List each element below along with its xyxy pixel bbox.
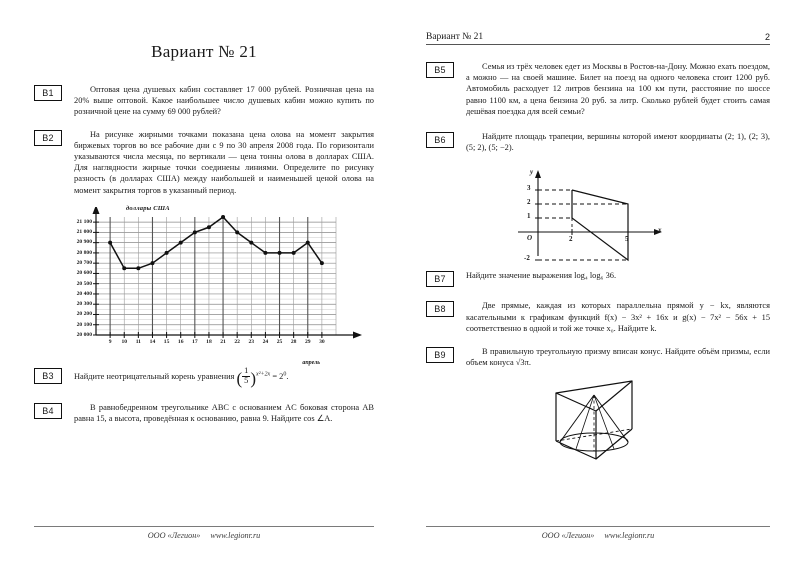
page-title: Вариант № 21: [151, 42, 257, 61]
chart-xtick-16: 16: [177, 338, 184, 345]
problem-b6: [426, 131, 770, 153]
tin-price-chart: [34, 204, 374, 366]
chart-xtick-15: 15: [163, 338, 170, 345]
problem-b4: [34, 402, 374, 424]
trapezoid-canvas: [426, 164, 770, 266]
chart-ytick-20400: 20 400: [76, 290, 92, 297]
problem-b4-text: В равнобедренном треугольнике ABC с основанием AC боковая сторона AB равна 15, а высота, проведённая к основанию, равна 9. Найдите cos ∠A.: [74, 402, 374, 423]
chart-ytick-21100: 21 100: [76, 218, 92, 225]
problem-b7-text: [466, 270, 770, 281]
chart-xtick-23: 23: [248, 338, 255, 345]
trapezoid-ytick-1: 1: [527, 212, 531, 221]
trapezoid-xtick-2: 2: [569, 235, 573, 244]
chart-xtick-30: 30: [319, 338, 325, 345]
right-page: [400, 0, 800, 566]
footer-left: [34, 526, 374, 540]
right-paren: ): [250, 369, 257, 389]
period: .: [286, 371, 289, 381]
trapezoid-xtick-5: 5: [625, 235, 629, 244]
chart-y-axis-label: доллары США: [126, 204, 170, 212]
trapezoid-origin-label: O: [527, 234, 533, 243]
problem-b8-line-1: Две прямые, каждая из которых параллельна прямой y − kx,: [482, 301, 731, 311]
problem-tag-b5: B5: [426, 62, 454, 78]
exponent: x²+2x: [256, 371, 271, 378]
chart-ytick-20200: 20 200: [76, 311, 92, 318]
chart-xtick-25: 25: [276, 338, 283, 345]
problem-b6-text: Найдите площадь трапеции, вершины которой имеют координаты (2; 1), (2; 3), (5; 2), (5; −2).: [466, 132, 770, 153]
problem-b8-line-3: g(x) − 7x² − 56x + 15 соответственно в одной и той же точке x₀. Найдите: [466, 312, 771, 333]
chart-ytick-20300: 20 300: [76, 301, 92, 308]
prism-canvas: [426, 379, 770, 479]
problem-tag-b8: B8: [426, 301, 454, 317]
chart-xtick-14: 14: [149, 338, 156, 345]
problem-b3-text: [74, 365, 374, 389]
problem-b9: [426, 346, 770, 368]
trapezoid-ytick-2: 2: [527, 198, 531, 207]
footer-publisher: ООО «Легион»: [147, 531, 201, 540]
problem-b2: [34, 129, 374, 196]
chart-ytick-20700: 20 700: [76, 260, 92, 266]
chart-ytick-20100: 20 100: [76, 321, 92, 328]
fraction-denominator: 5: [244, 375, 249, 385]
chart-xtick-17: 17: [192, 338, 198, 345]
problem-tag-b1: B1: [34, 85, 62, 101]
problem-b8-line-2: являются касательными к графикам функций f(x) − 3x² + 16x и: [466, 301, 770, 322]
problem-tag-b6: B6: [426, 132, 454, 148]
problem-b8-text: [466, 300, 770, 334]
problem-b5: [426, 61, 770, 117]
chart-xtick-10: 10: [121, 338, 128, 345]
problem-tag-b4: B4: [34, 403, 62, 419]
problem-tag-b7: B7: [426, 271, 454, 287]
chart-ytick-21000: 21 000: [76, 229, 92, 236]
problem-b9-text: В правильную треугольную призму вписан конус. Найдите объём призмы, если объем конуса √3π.: [466, 347, 770, 368]
chart-xtick-24: 24: [262, 338, 269, 345]
chart-xtick-21: 21: [220, 338, 226, 345]
chart-x-axis-label: апрель: [302, 359, 320, 366]
chart-ytick-20600: 20 600: [76, 270, 92, 277]
chart-ytick-20500: 20 500: [76, 280, 92, 287]
problem-b1: [34, 84, 374, 118]
equals-sign: = 2: [272, 371, 284, 381]
problem-tag-b2: B2: [34, 130, 62, 146]
chart-ytick-20000: 20 000: [76, 331, 92, 338]
footer-website: www.legionr.ru: [210, 531, 261, 540]
prism-figure: [426, 379, 770, 479]
problem-b8: [426, 300, 770, 334]
problem-b7-expression: log₄ log₆ 36.: [574, 271, 617, 281]
fraction-one-fifth: [242, 367, 250, 386]
footer-publisher-right: ООО «Легион»: [541, 531, 595, 540]
rhs-exponent: 0: [283, 371, 287, 378]
chart-ytick-20900: 20 900: [76, 239, 92, 246]
problem-b1-text: Оптовая цена душевых кабин составляет 17 000 рублей. Розничная цена на 20% выше оптовой. Какое наибольшее число душевых кабин можно купить по розничной цене на сумму 69 000 рублей?: [74, 85, 374, 117]
problem-b3: [34, 365, 374, 389]
chart-xtick-28: 28: [290, 338, 297, 345]
trapezoid-x-axis-label: x: [658, 226, 662, 235]
problem-b3-prefix: Найдите неотрицательный корень уравнения: [74, 371, 235, 381]
fraction-numerator: 1: [244, 365, 249, 375]
trapezoid-y-axis-label: y: [530, 168, 534, 177]
chart-xtick-29: 29: [304, 338, 311, 345]
running-head: [426, 28, 770, 45]
footer-right: [426, 526, 770, 540]
trapezoid-ytick-3: 3: [527, 184, 531, 193]
trapezoid-figure: [426, 164, 770, 266]
problem-b7: [426, 270, 770, 288]
trapezoid-ytick-minus2: -2: [524, 254, 530, 263]
footer-website-right: www.legionr.ru: [604, 531, 655, 540]
left-paren: (: [236, 369, 243, 389]
problem-tag-b3: B3: [34, 368, 62, 384]
problem-b2-text: На рисунке жирными точками показана цена олова на момент закрытия биржевых торгов во все рабочие дни с 9 по 30 апреля 2008 года. По горизонтали указываются числа месяца, по вертикали — цена тонны олова в долларах США. Для наглядности жирные точки соединены линиями. Определите по рисунку разность (в долларах США) между наибольшей и наименьшей ценой олова на момент закрытия торгов в указанный период.: [74, 129, 374, 195]
chart-xtick-11: 11: [135, 338, 141, 345]
chart-xtick-18: 18: [206, 338, 212, 345]
problem-tag-b9: B9: [426, 347, 454, 363]
running-head-title: Вариант № 21: [426, 32, 484, 42]
page-number: 2: [764, 32, 770, 42]
chart-xtick-22: 22: [234, 338, 240, 345]
problem-b7-prefix: Найдите значение выражения: [466, 271, 573, 281]
chart-ytick-20800: 20 800: [76, 249, 92, 256]
problem-b8-line-4: k.: [650, 323, 657, 333]
problem-b5-text: Семья из трёх человек едет из Москвы в Ростов-на-Дону. Можно ехать поездом, а можно — на своей машине. Билет на поезд на одного человека стоит 1200 руб. Автомобиль расходует 12 литров бензина на 100 км пути, расстояние по шоссе равно 1100 км, а цена бензина 20 руб. за литр. Сколько рублей будет стоить самая дешёвая поездка для всей семьи?: [466, 62, 770, 116]
chart-xtick-9: 9: [108, 338, 112, 345]
